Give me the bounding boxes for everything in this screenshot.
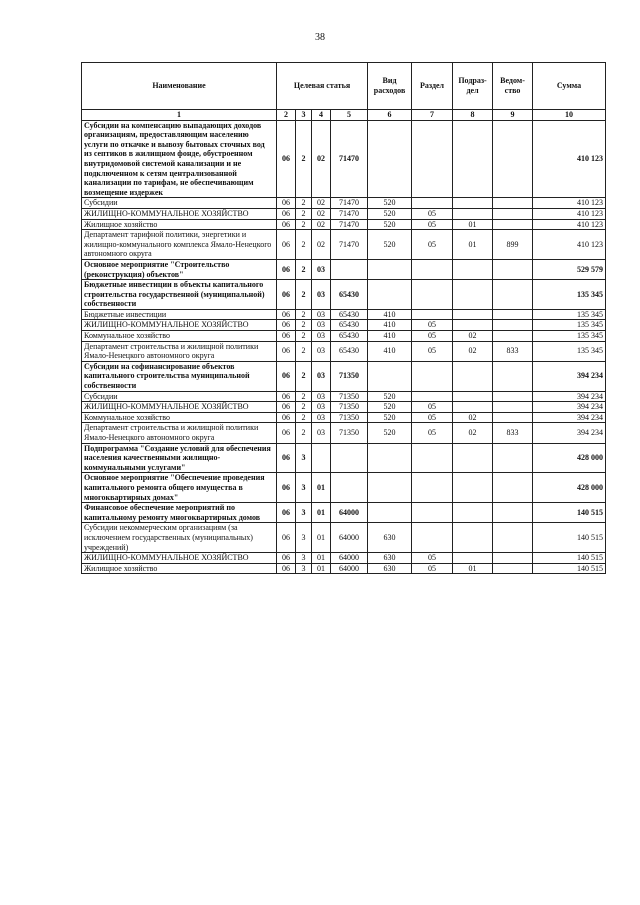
target-article-program: 06 — [277, 523, 296, 553]
row-name: ЖИЛИЩНО-КОММУНАЛЬНОЕ ХОЗЯЙСТВО — [82, 320, 277, 331]
section-cell — [412, 391, 453, 402]
table-row — [82, 361, 606, 391]
target-article-activity: 03 — [312, 259, 331, 279]
sum-cell: 140 515 — [533, 553, 606, 564]
department-cell — [493, 473, 533, 503]
row-name: ЖИЛИЩНО-КОММУНАЛЬНОЕ ХОЗЯЙСТВО — [82, 208, 277, 219]
target-article-subprogram: 2 — [296, 280, 312, 310]
subsection-cell: 02 — [453, 341, 493, 361]
target-article-subprogram: 2 — [296, 402, 312, 413]
target-article-program: 06 — [277, 259, 296, 279]
department-cell — [493, 331, 533, 342]
section-cell — [412, 309, 453, 320]
target-article-subprogram: 2 — [296, 120, 312, 198]
target-article-activity: 03 — [312, 309, 331, 320]
expense-type-cell: 520 — [368, 198, 412, 209]
expense-type-cell: 410 — [368, 320, 412, 331]
table-row — [82, 280, 606, 310]
target-article-direction: 71470 — [331, 230, 368, 260]
target-article-direction: 65430 — [331, 320, 368, 331]
target-article-activity: 02 — [312, 208, 331, 219]
sum-cell: 410 123 — [533, 230, 606, 260]
section-cell — [412, 120, 453, 198]
expense-type-cell: 520 — [368, 402, 412, 413]
table-row — [82, 230, 606, 260]
target-article-program: 06 — [277, 503, 296, 523]
target-article-activity: 01 — [312, 503, 331, 523]
target-article-direction — [331, 259, 368, 279]
expense-type-cell: 410 — [368, 341, 412, 361]
table-row — [82, 473, 606, 503]
target-article-program: 06 — [277, 443, 296, 473]
target-article-subprogram: 2 — [296, 412, 312, 423]
target-article-activity: 01 — [312, 563, 331, 574]
target-article-subprogram: 3 — [296, 443, 312, 473]
department-cell — [493, 412, 533, 423]
sum-cell: 410 123 — [533, 208, 606, 219]
subsection-cell — [453, 523, 493, 553]
subsection-cell — [453, 320, 493, 331]
table-row — [82, 523, 606, 553]
row-name: ЖИЛИЩНО-КОММУНАЛЬНОЕ ХОЗЯЙСТВО — [82, 553, 277, 564]
column-number: 2 — [277, 110, 296, 121]
target-article-program: 06 — [277, 402, 296, 413]
department-cell — [493, 280, 533, 310]
column-number: 8 — [453, 110, 493, 121]
target-article-direction: 71470 — [331, 219, 368, 230]
target-article-activity: 03 — [312, 391, 331, 402]
target-article-program: 06 — [277, 331, 296, 342]
target-article-subprogram: 2 — [296, 361, 312, 391]
section-cell: 05 — [412, 402, 453, 413]
row-name: Основное мероприятие "Строительство (реконструкция) объектов" — [82, 259, 277, 279]
expense-type-cell — [368, 473, 412, 503]
target-article-activity: 03 — [312, 412, 331, 423]
target-article-program: 06 — [277, 412, 296, 423]
row-name: Финансовое обеспечение мероприятий по капитальному ремонту многоквартирных домов — [82, 503, 277, 523]
sum-cell: 410 123 — [533, 219, 606, 230]
table-row — [82, 503, 606, 523]
sum-cell: 529 579 — [533, 259, 606, 279]
target-article-subprogram: 2 — [296, 309, 312, 320]
sum-cell: 135 345 — [533, 331, 606, 342]
sum-cell: 140 515 — [533, 563, 606, 574]
table-row — [82, 412, 606, 423]
target-article-direction — [331, 443, 368, 473]
target-article-direction: 71470 — [331, 120, 368, 198]
target-article-subprogram: 3 — [296, 523, 312, 553]
section-cell: 05 — [412, 208, 453, 219]
column-number: 4 — [312, 110, 331, 121]
expense-type-cell: 520 — [368, 412, 412, 423]
column-number: 7 — [412, 110, 453, 121]
table-row — [82, 553, 606, 564]
row-name: Субсидии на софинансирование объектов капитального строительства муниципальной собственности — [82, 361, 277, 391]
target-article-program: 06 — [277, 309, 296, 320]
section-cell — [412, 443, 453, 473]
table-row — [82, 402, 606, 413]
subsection-cell: 01 — [453, 219, 493, 230]
budget-table — [81, 62, 606, 574]
section-cell: 05 — [412, 563, 453, 574]
expense-type-cell: 630 — [368, 553, 412, 564]
target-article-activity: 02 — [312, 198, 331, 209]
target-article-activity: 02 — [312, 230, 331, 260]
target-article-direction: 65430 — [331, 280, 368, 310]
table-row — [82, 198, 606, 209]
sum-cell: 428 000 — [533, 443, 606, 473]
department-cell — [493, 219, 533, 230]
sum-cell: 428 000 — [533, 473, 606, 503]
expense-type-cell: 520 — [368, 391, 412, 402]
subsection-cell — [453, 553, 493, 564]
section-cell — [412, 280, 453, 310]
department-cell — [493, 391, 533, 402]
subsection-cell — [453, 198, 493, 209]
column-number: 5 — [331, 110, 368, 121]
target-article-direction: 71350 — [331, 412, 368, 423]
subsection-cell — [453, 208, 493, 219]
subsection-cell: 01 — [453, 563, 493, 574]
subsection-cell — [453, 391, 493, 402]
target-article-program: 06 — [277, 341, 296, 361]
subsection-cell — [453, 280, 493, 310]
target-article-activity: 02 — [312, 219, 331, 230]
target-article-direction: 65430 — [331, 309, 368, 320]
target-article-program: 06 — [277, 120, 296, 198]
target-article-program: 06 — [277, 473, 296, 503]
target-article-subprogram: 2 — [296, 208, 312, 219]
department-cell — [493, 443, 533, 473]
target-article-program: 06 — [277, 219, 296, 230]
sum-cell: 394 234 — [533, 402, 606, 413]
header-expense-type: Вид расходов — [368, 63, 412, 110]
row-name: Департамент строительства и жилищной политики Ямало-Ненецкого автономного округа — [82, 341, 277, 361]
column-number: 10 — [533, 110, 606, 121]
header-section: Раздел — [412, 63, 453, 110]
table-row — [82, 259, 606, 279]
section-cell — [412, 198, 453, 209]
header-row — [82, 63, 606, 110]
target-article-activity: 03 — [312, 402, 331, 413]
subsection-cell: 01 — [453, 230, 493, 260]
header-name: Наименование — [82, 63, 277, 110]
department-cell: 833 — [493, 341, 533, 361]
target-article-program: 06 — [277, 198, 296, 209]
row-name: Коммунальное хозяйство — [82, 412, 277, 423]
row-name: Субсидии некоммерческим организациям (за исключением государственных (муниципальных) учреждений) — [82, 523, 277, 553]
table-row — [82, 391, 606, 402]
table-row — [82, 219, 606, 230]
target-article-program: 06 — [277, 563, 296, 574]
subsection-cell — [453, 120, 493, 198]
section-cell — [412, 473, 453, 503]
table-row — [82, 120, 606, 198]
table-row — [82, 341, 606, 361]
sum-cell: 394 234 — [533, 361, 606, 391]
table-row — [82, 309, 606, 320]
expense-type-cell: 520 — [368, 208, 412, 219]
target-article-program: 06 — [277, 280, 296, 310]
table-row — [82, 423, 606, 443]
subsection-cell: 02 — [453, 331, 493, 342]
sum-cell: 140 515 — [533, 523, 606, 553]
expense-type-cell — [368, 503, 412, 523]
target-article-direction: 71350 — [331, 402, 368, 413]
expense-type-cell — [368, 280, 412, 310]
target-article-program: 06 — [277, 423, 296, 443]
target-article-direction — [331, 473, 368, 503]
sum-cell: 394 234 — [533, 412, 606, 423]
row-name: Основное мероприятие "Обеспечение проведения капитального ремонта общего имущества в многоквартирных домах" — [82, 473, 277, 503]
page-number: 38 — [315, 32, 325, 43]
target-article-direction: 64000 — [331, 523, 368, 553]
subsection-cell — [453, 309, 493, 320]
table-row — [82, 320, 606, 331]
subsection-cell — [453, 259, 493, 279]
expense-type-cell: 410 — [368, 331, 412, 342]
row-name: Бюджетные инвестиции в объекты капитального строительства государственной (муниципальной) собственности — [82, 280, 277, 310]
section-cell — [412, 259, 453, 279]
column-number-row — [82, 110, 606, 121]
section-cell: 05 — [412, 412, 453, 423]
section-cell: 05 — [412, 320, 453, 331]
section-cell: 05 — [412, 219, 453, 230]
sum-cell: 135 345 — [533, 309, 606, 320]
section-cell — [412, 523, 453, 553]
section-cell: 05 — [412, 341, 453, 361]
target-article-direction: 71470 — [331, 198, 368, 209]
expense-type-cell — [368, 361, 412, 391]
column-number: 9 — [493, 110, 533, 121]
department-cell — [493, 259, 533, 279]
target-article-activity: 03 — [312, 423, 331, 443]
target-article-subprogram: 2 — [296, 320, 312, 331]
target-article-subprogram: 3 — [296, 553, 312, 564]
target-article-subprogram: 3 — [296, 563, 312, 574]
target-article-subprogram: 2 — [296, 259, 312, 279]
target-article-direction: 64000 — [331, 503, 368, 523]
target-article-direction: 65430 — [331, 341, 368, 361]
target-article-program: 06 — [277, 553, 296, 564]
target-article-activity: 03 — [312, 280, 331, 310]
table-row — [82, 443, 606, 473]
table-row — [82, 331, 606, 342]
row-name: Департамент тарифной политики, энергетики и жилищно-коммунального комплекса Ямало-Ненецкого автономного округа — [82, 230, 277, 260]
department-cell — [493, 320, 533, 331]
department-cell — [493, 208, 533, 219]
sum-cell: 135 345 — [533, 280, 606, 310]
target-article-subprogram: 2 — [296, 230, 312, 260]
row-name: Субсидии на компенсацию выпадающих доходов организациям, предоставляющим населению услуги по откачке и вывозу бытовых сточных вод из септиков в жилищном фонде, обустроенном внутридомовой системой канализации и не подключенном к сетям централизованной канализации по тарифам, не обеспечивающим возмещение издержек — [82, 120, 277, 198]
department-cell — [493, 563, 533, 574]
sum-cell: 394 234 — [533, 391, 606, 402]
sum-cell: 410 123 — [533, 120, 606, 198]
target-article-activity: 01 — [312, 523, 331, 553]
department-cell — [493, 523, 533, 553]
sum-cell: 394 234 — [533, 423, 606, 443]
target-article-subprogram: 2 — [296, 219, 312, 230]
target-article-direction: 71470 — [331, 208, 368, 219]
department-cell — [493, 198, 533, 209]
target-article-direction: 71350 — [331, 391, 368, 402]
target-article-activity: 03 — [312, 341, 331, 361]
subsection-cell — [453, 443, 493, 473]
sum-cell: 135 345 — [533, 341, 606, 361]
expense-type-cell — [368, 259, 412, 279]
target-article-subprogram: 3 — [296, 503, 312, 523]
row-name: Департамент строительства и жилищной политики Ямало-Ненецкого автономного округа — [82, 423, 277, 443]
target-article-activity: 03 — [312, 331, 331, 342]
sum-cell: 140 515 — [533, 503, 606, 523]
row-name: ЖИЛИЩНО-КОММУНАЛЬНОЕ ХОЗЯЙСТВО — [82, 402, 277, 413]
department-cell: 833 — [493, 423, 533, 443]
subsection-cell — [453, 503, 493, 523]
target-article-subprogram: 2 — [296, 341, 312, 361]
target-article-activity: 03 — [312, 320, 331, 331]
sum-cell: 135 345 — [533, 320, 606, 331]
subsection-cell — [453, 473, 493, 503]
target-article-program: 06 — [277, 391, 296, 402]
expense-type-cell: 520 — [368, 230, 412, 260]
target-article-subprogram: 3 — [296, 473, 312, 503]
target-article-subprogram: 2 — [296, 198, 312, 209]
header-subsection: Подраз-дел — [453, 63, 493, 110]
department-cell: 899 — [493, 230, 533, 260]
target-article-program: 06 — [277, 320, 296, 331]
expense-type-cell — [368, 120, 412, 198]
column-number: 3 — [296, 110, 312, 121]
expense-type-cell — [368, 443, 412, 473]
target-article-direction: 64000 — [331, 563, 368, 574]
header-target-article: Целевая статья — [277, 63, 368, 110]
target-article-program: 06 — [277, 208, 296, 219]
target-article-direction: 64000 — [331, 553, 368, 564]
subsection-cell: 02 — [453, 423, 493, 443]
target-article-subprogram: 2 — [296, 331, 312, 342]
target-article-direction: 65430 — [331, 331, 368, 342]
department-cell — [493, 503, 533, 523]
row-name: Бюджетные инвестиции — [82, 309, 277, 320]
department-cell — [493, 402, 533, 413]
target-article-program: 06 — [277, 230, 296, 260]
target-article-subprogram: 2 — [296, 423, 312, 443]
subsection-cell — [453, 402, 493, 413]
row-name: Подпрограмма "Создание условий для обеспечения населения качественными жилищно-коммунальными услугами" — [82, 443, 277, 473]
table-row — [82, 208, 606, 219]
target-article-direction: 71350 — [331, 361, 368, 391]
target-article-activity: 01 — [312, 553, 331, 564]
subsection-cell — [453, 361, 493, 391]
header-sum: Сумма — [533, 63, 606, 110]
column-number: 1 — [82, 110, 277, 121]
target-article-direction: 71350 — [331, 423, 368, 443]
section-cell: 05 — [412, 423, 453, 443]
section-cell: 05 — [412, 331, 453, 342]
table-row — [82, 563, 606, 574]
department-cell — [493, 120, 533, 198]
row-name: Субсидии — [82, 198, 277, 209]
target-article-activity: 03 — [312, 361, 331, 391]
target-article-subprogram: 2 — [296, 391, 312, 402]
sum-cell: 410 123 — [533, 198, 606, 209]
department-cell — [493, 309, 533, 320]
row-name: Коммунальное хозяйство — [82, 331, 277, 342]
row-name: Субсидии — [82, 391, 277, 402]
expense-type-cell: 630 — [368, 563, 412, 574]
department-cell — [493, 361, 533, 391]
expense-type-cell: 520 — [368, 219, 412, 230]
target-article-program: 06 — [277, 361, 296, 391]
target-article-activity: 01 — [312, 473, 331, 503]
section-cell — [412, 361, 453, 391]
expense-type-cell: 630 — [368, 523, 412, 553]
row-name: Жилищное хозяйство — [82, 219, 277, 230]
expense-type-cell: 520 — [368, 423, 412, 443]
row-name: Жилищное хозяйство — [82, 563, 277, 574]
expense-type-cell: 410 — [368, 309, 412, 320]
department-cell — [493, 553, 533, 564]
section-cell: 05 — [412, 553, 453, 564]
target-article-activity: 02 — [312, 120, 331, 198]
header-department: Ведом-ство — [493, 63, 533, 110]
subsection-cell: 02 — [453, 412, 493, 423]
section-cell: 05 — [412, 230, 453, 260]
target-article-activity — [312, 443, 331, 473]
section-cell — [412, 503, 453, 523]
column-number: 6 — [368, 110, 412, 121]
